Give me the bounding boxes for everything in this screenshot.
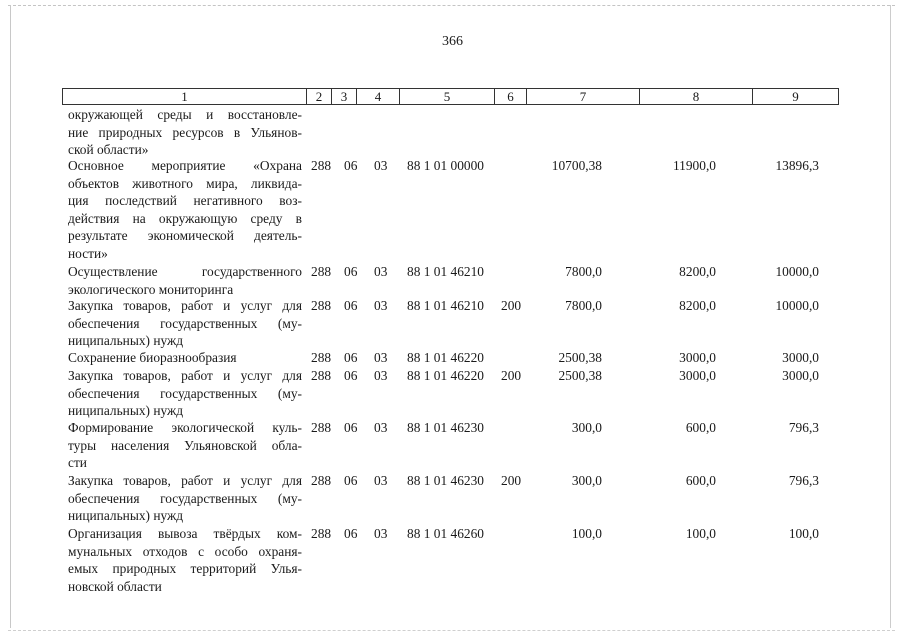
cell-amount-col8: 100,0 <box>685 526 716 541</box>
row-name-line: Основное мероприятие «Охрана <box>68 158 302 173</box>
cell-target-code: 88 1 01 46230 <box>407 420 484 435</box>
table-header-row <box>62 88 839 105</box>
scan-edge-top <box>8 5 895 6</box>
cell-section: 06 <box>344 420 358 435</box>
header-col-8: 8 <box>639 89 752 104</box>
cell-expense-type: 200 <box>501 473 522 488</box>
cell-ministry: 288 <box>311 420 332 435</box>
cell-ministry: 288 <box>311 350 332 365</box>
cell-subsection: 03 <box>374 264 388 279</box>
cell-amount-col8: 600,0 <box>685 420 716 435</box>
cell-expense-type: 200 <box>501 368 522 383</box>
header-col-4: 4 <box>356 89 399 104</box>
cell-amount-col9: 796,3 <box>788 420 819 435</box>
cell-section: 06 <box>344 158 358 173</box>
row-name-line: емых природных территорий Улья- <box>68 561 302 576</box>
row-name-line: ция последствий негативного воз- <box>68 193 302 208</box>
cell-amount-col8: 11900,0 <box>672 158 716 173</box>
cell-target-code: 88 1 01 46210 <box>407 264 484 279</box>
cell-section: 06 <box>344 473 358 488</box>
row-name-line: туры населения Ульяновской обла- <box>68 437 302 453</box>
cell-subsection: 03 <box>374 368 388 383</box>
row-name-line: действия на окружающую среду в <box>68 210 302 226</box>
cell-amount-col8: 3000,0 <box>679 350 716 365</box>
row-name-line: Организация вывоза твёрдых ком- <box>68 526 302 541</box>
row-name-line: ности» <box>68 245 108 261</box>
cell-target-code: 88 1 01 46220 <box>407 368 484 383</box>
cell-target-code: 88 1 01 46220 <box>407 350 484 365</box>
row-name-line: ниципальных) нужд <box>68 403 184 418</box>
cell-amount-col7: 2500,38 <box>558 350 602 365</box>
row-name-line: результате экономической деятель- <box>68 228 302 243</box>
row-name <box>68 349 302 367</box>
row-name <box>68 419 302 472</box>
scan-edge-right <box>890 5 891 628</box>
cell-amount-col9: 10000,0 <box>775 264 819 279</box>
row-name <box>68 472 302 525</box>
row-name-line: обеспечения государственных (му- <box>68 315 302 331</box>
row-name-line: Закупка товаров, работ и услуг для <box>68 473 302 488</box>
cell-expense-type: 200 <box>501 298 522 313</box>
page-number: 366 <box>442 34 463 49</box>
header-col-7: 7 <box>526 89 639 104</box>
cell-amount-col7: 10700,38 <box>551 158 602 173</box>
cell-subsection: 03 <box>374 350 388 365</box>
cell-section: 06 <box>344 350 358 365</box>
cell-amount-col9: 3000,0 <box>782 368 819 383</box>
cell-subsection: 03 <box>374 473 388 488</box>
cell-ministry: 288 <box>311 473 332 488</box>
header-col-2: 2 <box>306 89 331 104</box>
cell-subsection: 03 <box>374 298 388 313</box>
row-name <box>68 367 302 420</box>
cell-amount-col7: 7800,0 <box>565 264 602 279</box>
cell-amount-col8: 8200,0 <box>679 264 716 279</box>
header-col-3: 3 <box>331 89 356 104</box>
cell-ministry: 288 <box>311 264 332 279</box>
cell-amount-col8: 3000,0 <box>679 368 716 383</box>
row-name <box>68 263 302 298</box>
row-name-line: Осуществление государственного <box>68 264 302 279</box>
cell-amount-col9: 10000,0 <box>775 298 819 313</box>
cell-amount-col9: 100,0 <box>788 526 819 541</box>
row-name-line: Формирование экологической куль- <box>68 420 302 435</box>
cell-amount-col7: 300,0 <box>571 473 602 488</box>
row-name-line: обеспечения государственных (му- <box>68 385 302 401</box>
row-name-line: сти <box>68 455 87 470</box>
cell-amount-col9: 796,3 <box>788 473 819 488</box>
scan-edge-left <box>10 5 11 628</box>
cell-target-code: 88 1 01 00000 <box>407 158 484 173</box>
header-col-5: 5 <box>399 89 494 104</box>
cell-amount-col7: 300,0 <box>571 420 602 435</box>
cell-target-code: 88 1 01 46230 <box>407 473 484 488</box>
row-name-line: ние природных ресурсов в Ульянов- <box>68 124 302 140</box>
row-name-line: ской области» <box>68 142 149 157</box>
cell-ministry: 288 <box>311 158 332 173</box>
row-name-line: ниципальных) нужд <box>68 333 184 348</box>
row-name-line: Закупка товаров, работ и услуг для <box>68 298 302 313</box>
row-name-line: новской области <box>68 578 162 594</box>
cell-target-code: 88 1 01 46210 <box>407 298 484 313</box>
row-name <box>68 106 302 159</box>
row-name <box>68 157 302 262</box>
row-name-line: Закупка товаров, работ и услуг для <box>68 368 302 383</box>
cell-subsection: 03 <box>374 158 388 173</box>
cell-amount-col7: 100,0 <box>571 526 602 541</box>
cell-amount-col7: 7800,0 <box>565 298 602 313</box>
cell-amount-col8: 8200,0 <box>679 298 716 313</box>
row-name <box>68 525 302 595</box>
cell-ministry: 288 <box>311 368 332 383</box>
row-name-line: ниципальных) нужд <box>68 508 184 523</box>
cell-amount-col7: 2500,38 <box>558 368 602 383</box>
cell-subsection: 03 <box>374 526 388 541</box>
cell-ministry: 288 <box>311 526 332 541</box>
cell-amount-col9: 13896,3 <box>775 158 819 173</box>
row-name-line: окружающей среды и восстановле- <box>68 107 302 122</box>
header-col-9: 9 <box>752 89 838 104</box>
row-name-line: мунальных отходов с особо охраня- <box>68 543 302 559</box>
row-name-line: объектов животного мира, ликвида- <box>68 175 302 191</box>
cell-subsection: 03 <box>374 420 388 435</box>
row-name-line: экологического мониторинга <box>68 281 234 297</box>
row-name-line: обеспечения государственных (му- <box>68 490 302 506</box>
cell-section: 06 <box>344 264 358 279</box>
cell-section: 06 <box>344 368 358 383</box>
scan-edge-bottom <box>8 630 895 631</box>
row-name <box>68 297 302 350</box>
cell-ministry: 288 <box>311 298 332 313</box>
cell-amount-col9: 3000,0 <box>782 350 819 365</box>
header-col-1: 1 <box>181 89 188 104</box>
cell-section: 06 <box>344 298 358 313</box>
cell-amount-col8: 600,0 <box>685 473 716 488</box>
cell-section: 06 <box>344 526 358 541</box>
cell-target-code: 88 1 01 46260 <box>407 526 484 541</box>
header-col-6: 6 <box>494 89 526 104</box>
row-name-line: Сохранение биоразнообразия <box>68 350 237 365</box>
